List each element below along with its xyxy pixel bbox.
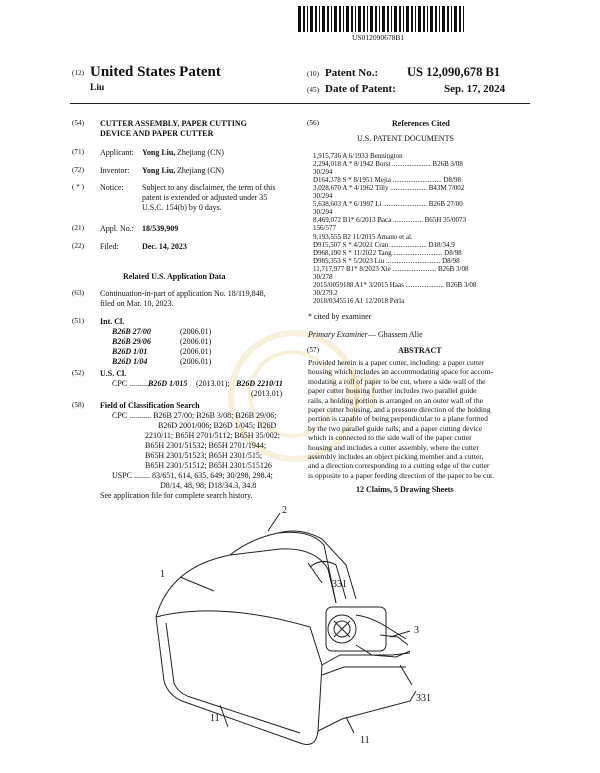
patent-date: Sep. 17, 2024 xyxy=(444,83,506,95)
abstract-line: is opposite to a paper feeding direction of the paper to be cut. xyxy=(308,470,495,480)
abstract-line: modating a roll of paper to be cut, where a side wall of the xyxy=(308,376,486,386)
ref-label: 1 xyxy=(160,569,165,580)
related-heading: Related U.S. Application Data xyxy=(123,272,226,281)
uscl-label: U.S. Cl. xyxy=(100,369,127,378)
barcode-bar xyxy=(298,6,301,32)
examiner-label: Primary Examiner xyxy=(308,330,368,339)
notice-line-1: Subject to any disclaimer, the term of this xyxy=(142,183,276,192)
reference-line: D164,378 S * 8/1951 Mejia ............................ D8/98 xyxy=(313,176,461,184)
rail-lower xyxy=(318,691,416,731)
reference-line: 2018/0345516 A1 12/2018 Perla xyxy=(313,297,405,305)
publication-number: US012090678B1 xyxy=(352,33,405,42)
rail-mid xyxy=(322,667,406,675)
continuation-code: (63) xyxy=(72,289,84,297)
reference-line: 30/294 xyxy=(313,192,333,200)
barcode-bar xyxy=(435,6,437,32)
reference-line: 1,915,736 A 6/1933 Bennington xyxy=(313,152,403,160)
reference-line: 30/279.2 xyxy=(313,289,338,297)
cutter-wheel-spokes xyxy=(334,621,350,637)
applicant-location: Zhejiang (CN) xyxy=(177,148,224,157)
reference-line: 30/294 xyxy=(313,168,333,176)
barcode-bar xyxy=(394,6,397,32)
inventor-location: Zhejiang (CN) xyxy=(177,166,224,175)
barcode-bar xyxy=(375,6,377,32)
intcl-label: Int. Cl. xyxy=(100,317,125,326)
field-line: B65H 2301/51532; B65H 2701/1944; xyxy=(145,441,267,450)
barcode-bar xyxy=(310,6,313,32)
intcl-version: (2006.01) xyxy=(180,337,212,346)
notice-code: ( * ) xyxy=(72,183,84,191)
reference-line: 2,294,018 A * 8/1942 Borst ...................... B26B 3/08 xyxy=(313,160,463,168)
barcode-bar xyxy=(439,6,440,32)
cpc-class-1: B26D 1/015 xyxy=(148,379,188,388)
abstract-body xyxy=(308,358,494,480)
intcl-version: (2006.01) xyxy=(180,327,212,336)
barcode-bar xyxy=(346,6,349,32)
date-label: Date of Patent: xyxy=(325,83,396,95)
barcode-bar xyxy=(315,6,317,32)
examiner-name: — Ghassem Alie xyxy=(368,330,423,339)
abstract-line: which is connected to the side wall of the paper cutter xyxy=(308,433,472,443)
reference-line: 156/577 xyxy=(313,224,336,232)
notice-line-3: U.S.C. 154(b) by 0 days. xyxy=(142,203,222,212)
abstract-line: Provided herein is a paper cutter, including: a paper cutter xyxy=(308,358,484,367)
barcode-bar xyxy=(391,6,392,32)
intcl-version: (2006.01) xyxy=(180,347,212,356)
abstract-line: housing and includes a cutter assembly, where the cutter xyxy=(308,442,479,452)
leader-1 xyxy=(180,577,214,591)
reference-line: D968,190 S * 11/2022 Tang ............................ D8/98 xyxy=(313,249,462,257)
cpc-label: CPC .......... xyxy=(112,379,150,388)
continuation-line-2: filed on Mar. 10, 2023. xyxy=(100,299,174,308)
barcode-bar xyxy=(382,6,385,32)
barcode-bar xyxy=(351,6,353,32)
reference-line: 8,469,072 B1* 6/2013 Baca ................. B65H 35/0073 xyxy=(313,216,467,224)
title-code: (54) xyxy=(72,119,84,127)
barcode-bar xyxy=(343,6,344,32)
barcode xyxy=(298,6,468,32)
intcl-code: (51) xyxy=(72,317,84,325)
reference-line: 11,717,977 B1* 8/2023 Xie ......................... B26B 3/08 xyxy=(313,265,469,273)
abstract-code: (57) xyxy=(307,346,319,354)
cpc-version-1: (2013.01); xyxy=(196,379,230,388)
leader-2 xyxy=(268,513,280,531)
field-line: B65H 2301/51523; B65H 2301/515; xyxy=(145,451,263,460)
barcode-bar xyxy=(418,6,421,32)
reference-line: 3,028,670 A * 4/1962 Tilly ..................... B43M 7/002 xyxy=(313,184,465,192)
abstract-line: and a direction corresponding to a cutting edge of the cutter xyxy=(308,461,490,471)
barcode-bar xyxy=(463,6,464,32)
continuation-line-1: Continuation-in-part of application No. 18/119,848, xyxy=(100,289,266,298)
patent-type: United States Patent xyxy=(90,64,221,80)
ref-label: 11 xyxy=(210,713,220,724)
inventor-surname: Liu xyxy=(90,83,105,93)
reference-line: 30/278 xyxy=(313,273,333,281)
barcode-bar xyxy=(459,6,461,32)
leader-331-bottom xyxy=(400,665,412,685)
inventor-label: Inventor: xyxy=(100,166,130,175)
filed-code: (22) xyxy=(72,242,84,250)
barcode-bar xyxy=(339,6,341,32)
code-45: (45) xyxy=(307,86,319,94)
field-line: CPC ........... B26B 27/00; B26B 3/08; B26B 29/06; xyxy=(112,411,277,420)
barcode-bar xyxy=(363,6,365,32)
appl-code: (21) xyxy=(72,224,84,232)
reference-line: D915,507 S * 4/2021 Cran ..................... D18/34.9 xyxy=(313,241,455,249)
patent-no-label: Patent No.: xyxy=(325,67,379,79)
leader-3 xyxy=(390,631,410,637)
barcode-bar xyxy=(427,6,428,32)
intcl-class: B26B 27/00 xyxy=(112,327,151,336)
intcl-version: (2006.01) xyxy=(180,357,212,366)
barcode-bar xyxy=(334,6,337,32)
barcode-bar xyxy=(358,6,361,32)
cpc-class-2: B26D 2210/11 xyxy=(236,379,283,388)
abstract-line: paper cutter housing further includes two parallel guide xyxy=(308,386,477,396)
barcode-bar xyxy=(370,6,373,32)
barcode-bar xyxy=(415,6,416,32)
title-line-2: DEVICE AND PAPER CUTTER xyxy=(100,129,214,138)
patent-no: US 12,090,678 B1 xyxy=(407,65,501,79)
barcode-bar xyxy=(411,6,413,32)
title-line-1: CUTTER ASSEMBLY, PAPER CUTTING xyxy=(100,119,247,128)
applicant-label: Applicant: xyxy=(100,148,134,157)
notice-label: Notice: xyxy=(100,183,124,192)
intcl-class: B26D 1/01 xyxy=(112,347,148,356)
refs-code: (56) xyxy=(307,119,319,127)
appl-number: 18/539,909 xyxy=(142,224,179,233)
notice-line-2: patent is extended or adjusted under 35 xyxy=(142,193,268,202)
barcode-bar xyxy=(399,6,401,32)
leader-11-right xyxy=(346,717,354,733)
barcode-bar xyxy=(430,6,433,32)
claims-summary: 12 Claims, 5 Drawing Sheets xyxy=(356,485,454,494)
barcode-bar xyxy=(303,6,305,32)
field-line: D8/14, 48, 98; D18/34.3, 34.8 xyxy=(160,481,257,490)
field-line: B65H 2301/51512; B65H 2301/515126 xyxy=(145,461,272,470)
barcode-bar xyxy=(447,6,449,32)
field-line: 2210/11; B65H 2701/5112; B65H 35/002; xyxy=(145,431,280,440)
code-12: (12) xyxy=(72,69,84,77)
uscl-code: (52) xyxy=(72,369,84,377)
abstract-heading: ABSTRACT xyxy=(398,346,442,355)
cpc-version-2: (2013.01) xyxy=(251,389,283,398)
filed-label: Filed: xyxy=(100,242,119,251)
abstract-line: assembly includes an object picking member and a cutter, xyxy=(308,452,484,462)
handle-top xyxy=(230,532,336,603)
applicant-code: (71) xyxy=(72,148,84,156)
refs-subheading: U.S. PATENT DOCUMENTS xyxy=(357,134,454,143)
leader-331-top xyxy=(308,563,322,583)
barcode-bar xyxy=(379,6,380,32)
barcode-bar xyxy=(451,6,452,32)
field-line: B26D 2001/006; B26D 1/045; B26D xyxy=(158,421,277,430)
barcode-bar xyxy=(454,6,457,32)
field-line: See application file for complete search history. xyxy=(100,491,253,500)
inventor-name: Yong Liu, xyxy=(142,166,176,175)
reference-line: 9,193,555 B2 11/2015 Amano et al. xyxy=(313,233,413,241)
code-10: (10) xyxy=(307,70,319,78)
housing-front xyxy=(156,617,322,745)
cited-note: * cited by examiner xyxy=(308,312,372,321)
reference-line: 30/294 xyxy=(313,208,333,216)
applicant-name: Yong Liu, xyxy=(142,148,176,157)
patent-drawing xyxy=(110,505,470,767)
ref-label: 2 xyxy=(282,505,287,516)
abstract-line: rails, a holding portion is arranged on an outer wall of the xyxy=(308,395,484,405)
appl-label: Appl. No.: xyxy=(100,224,134,233)
housing-edge xyxy=(156,611,322,665)
barcode-bar xyxy=(387,6,389,32)
cutter-tip xyxy=(380,635,408,645)
refs-heading: References Cited xyxy=(392,119,450,128)
barcode-bar xyxy=(442,6,445,32)
rail-upper xyxy=(322,653,410,665)
barcode-bar xyxy=(307,6,308,32)
abstract-line: by the two parallel guide rails; and a paper cutting device xyxy=(308,423,483,433)
ref-label: 11 xyxy=(360,735,370,746)
barcode-bar xyxy=(355,6,356,32)
watermark-text: 前 xyxy=(340,369,380,415)
barcode-bar xyxy=(327,6,329,32)
intcl-class: B26D 1/04 xyxy=(112,357,148,366)
ref-label: 331 xyxy=(416,693,431,704)
ref-label: 3 xyxy=(414,625,419,636)
field-code: (58) xyxy=(72,401,84,409)
reference-line: 5,638,603 A * 6/1997 Li ......................... B26B 27/00 xyxy=(313,200,463,208)
housing-top xyxy=(156,549,336,617)
housing-inner-line xyxy=(166,623,300,733)
abstract-line: housing which includes an accommodating space for accom- xyxy=(308,367,493,377)
barcode-bar xyxy=(322,6,325,32)
barcode-bar xyxy=(319,6,320,32)
header-rule xyxy=(70,103,530,104)
barcode-bar xyxy=(367,6,368,32)
filed-date: Dec. 14, 2023 xyxy=(142,242,187,251)
abstract-line: portion is capable of being perpendicular to a plane formed xyxy=(308,414,488,424)
barcode-bar xyxy=(423,6,425,32)
reference-line: 2015/0059188 A1* 3/2015 Haas ...................... B26B 3/08 xyxy=(313,281,477,289)
reference-line: D985,353 S * 5/2023 Liu ............................... D8/98 xyxy=(313,257,460,265)
barcode-bar xyxy=(403,6,404,32)
abstract-line: paper cutter housing, and a pressure direction of the holding xyxy=(308,405,491,415)
field-label: Field of Classification Search xyxy=(100,401,200,410)
field-line: USPC ........ 83/651, 614, 635, 649; 30/298, 298.4; xyxy=(112,471,273,480)
inventor-code: (72) xyxy=(72,166,84,174)
ref-label: 331 xyxy=(332,579,347,590)
intcl-class: B26B 29/06 xyxy=(112,337,151,346)
barcode-bar xyxy=(331,6,332,32)
drawing-lines xyxy=(156,513,416,745)
barcode-bar xyxy=(406,6,409,32)
